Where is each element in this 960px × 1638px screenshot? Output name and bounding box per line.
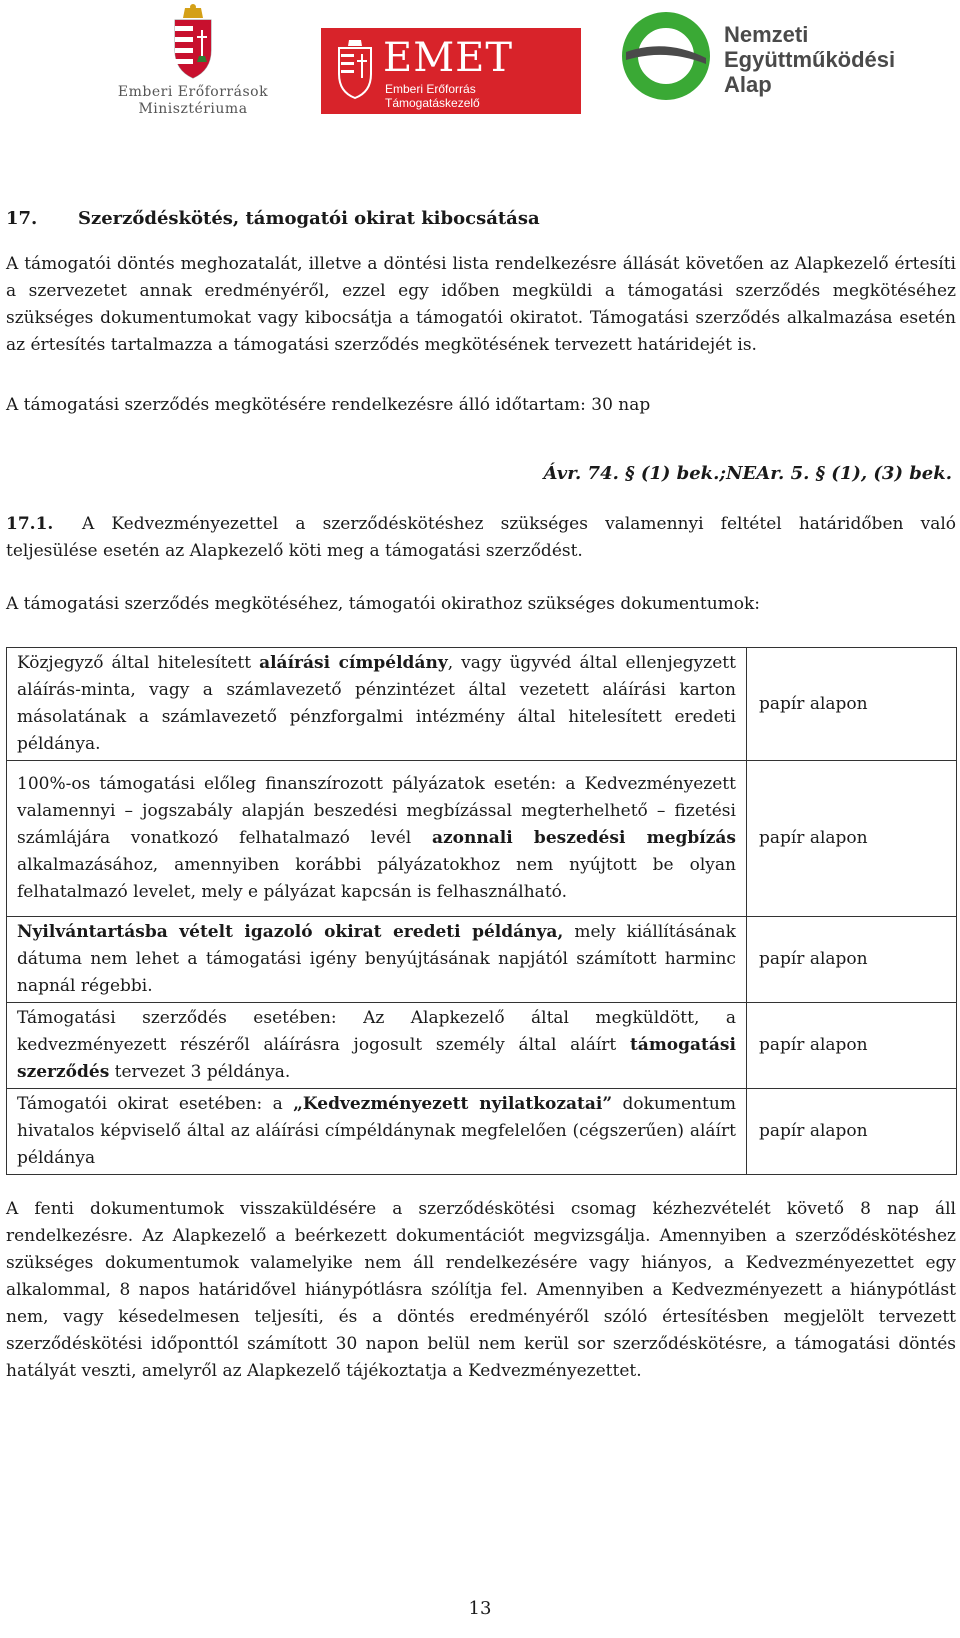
row-text: , vagy ügyvéd által ellenjegyzett aláírás-minta, vagy a számlavezető pénzintézet által vezetett aláírási karton másolatának a számlavezető pénzforgalmi intézmény által hitelesített eredeti példánya. xyxy=(17,653,736,754)
table-cell-description xyxy=(7,1003,747,1089)
table-row xyxy=(7,648,957,761)
nea-line3: Alap xyxy=(724,72,772,97)
emet-crest-icon xyxy=(335,38,375,100)
emet-sub1: Emberi Erőforrás xyxy=(385,82,476,96)
table-cell-method: papír alapon xyxy=(746,1089,956,1175)
ministry-logo xyxy=(108,4,278,122)
emet-sub2: Támogatáskezelő xyxy=(385,96,480,110)
row-text: dokumentum hivatalos képviselő által az aláírási címpéldánynak megfelelően (cégszerűen) aláírt példánya xyxy=(17,1094,736,1168)
table-row xyxy=(7,761,957,917)
emet-name: EMET xyxy=(383,35,514,81)
subsection-paragraph xyxy=(6,511,956,565)
table-row xyxy=(7,917,957,1003)
section-heading xyxy=(6,206,540,232)
nea-line2: Együttműködési xyxy=(724,47,896,72)
row-emphasis: azonnali beszedési megbízás xyxy=(432,828,736,848)
ministry-line2: Minisztériuma xyxy=(138,101,248,117)
table-row xyxy=(7,1089,957,1175)
section-intro: A támogatói döntés meghozatalát, illetve a döntési lista rendelkezésre állását követően az Alapkezelő értesíti a szervezetet annak eredményéről, ezzel egy időben megküldi a támogatási szerződés megkötéséhez szükséges dokumentumokat vagy kibocsátja a támogatói okiratot. Támogatási szerződés alkalmazása esetén az értesítés tartalmazza a támogatási szerződés megkötésének tervezett határidejét is. xyxy=(6,254,956,355)
nea-line1: Nemzeti xyxy=(724,22,809,47)
ministry-line1: Emberi Erőforrások xyxy=(117,84,269,100)
emet-logo xyxy=(321,28,581,114)
row-emphasis: támogatási szerződés xyxy=(17,1035,736,1082)
docs-intro: A támogatási szerződés megkötéséhez, támogatói okirathoz szükséges dokumentumok: xyxy=(6,594,761,614)
legal-reference: Ávr. 74. § (1) bek.;NEAr. 5. § (1), (3) bek. xyxy=(543,463,952,484)
table-cell-method: papír alapon xyxy=(746,1003,956,1089)
row-text: Támogatási szerződés esetében: Az Alapkezelő által megküldött, a kedvezményezett részéről aláírásra jogosult személy által aláírt xyxy=(17,1008,736,1055)
table-cell-method: papír alapon xyxy=(746,648,956,761)
subsection-number: 17.1. xyxy=(6,514,54,534)
section-number: 17. xyxy=(6,208,38,229)
header-logos xyxy=(0,0,960,130)
table-cell-description xyxy=(7,761,747,917)
row-text: Közjegyző által hitelesített xyxy=(17,653,260,673)
row-text: mely kiállításának dátuma nem lehet a támogatási igény benyújtásának napjától számított harminc napnál régebbi. xyxy=(17,922,736,996)
row-text: Támogatói okirat esetében: a xyxy=(17,1094,294,1114)
row-text: 100%-os támogatási előleg finanszírozott pályázatok esetén: a Kedvezményezett valamennyi – jogszabály alapján beszedési megbízással megterhelhető – fizetési számlájára vonatkozó felhatalmazó levél xyxy=(17,774,736,848)
closing-paragraph: A fenti dokumentumok visszaküldésére a szerződéskötési csomag kézhezvételét követő 8 nap áll rendelkezésre. Az Alapkezelő a beérkezett dokumentációt megvizsgálja. Amennyiben a szerződéskötéshez szükséges dokumentumok valamelyike nem áll rendelkezésére vagy hiányos, a Kedvezményezettet egy alkalommal, 8 napos határidővel hiánypótlásra szólítja fel. Amennyiben a Kedvezményezett a hiánypótlást nem, vagy késedelmesen teljesíti, és a döntés eredményéről szóló értesítésben megjelölt tervezett szerződéskötési időponttól számított 30 napon belül nem kerül sor szerződéskötésre, a támogatási döntés hatályát veszti, amelyről az Alapkezelő tájékoztatja a Kedvezményezettet. xyxy=(6,1199,956,1381)
row-emphasis: aláírási címpéldány xyxy=(259,653,448,673)
subsection-text: A Kedvezményezettel a szerződéskötéshez szükséges valamennyi feltétel határidőben való teljesülése esetén az Alapkezelő köti meg a támogatási szerződést. xyxy=(6,514,956,561)
table-cell-method: papír alapon xyxy=(746,917,956,1003)
hungarian-crest-icon xyxy=(167,4,219,80)
page-number: 13 xyxy=(468,1598,492,1619)
nea-ring-icon xyxy=(620,8,712,104)
table-cell-description xyxy=(7,917,747,1003)
table-row xyxy=(7,1003,957,1089)
documents-table xyxy=(6,647,957,1175)
row-emphasis: Nyilvántartásba vételt igazoló okirat eredeti példánya, xyxy=(17,922,564,942)
table-cell-description xyxy=(7,1089,747,1175)
row-emphasis: „Kedvezményezett nyilatkozatai” xyxy=(293,1094,613,1114)
table-cell-method: papír alapon xyxy=(746,761,956,917)
section-deadline: A támogatási szerződés megkötésére rendelkezésre álló időtartam: 30 nap xyxy=(6,395,651,415)
row-text: alkalmazásához, amennyiben korábbi pályázatokhoz nem nyújtott be olyan felhatalmazó levelet, mely e pályázat kapcsán is felhasználható. xyxy=(17,855,736,902)
section-title: Szerződéskötés, támogatói okirat kibocsátása xyxy=(78,208,540,229)
row-text: tervezet 3 példánya. xyxy=(109,1062,291,1082)
nea-logo xyxy=(620,8,940,120)
table-cell-description xyxy=(7,648,747,761)
